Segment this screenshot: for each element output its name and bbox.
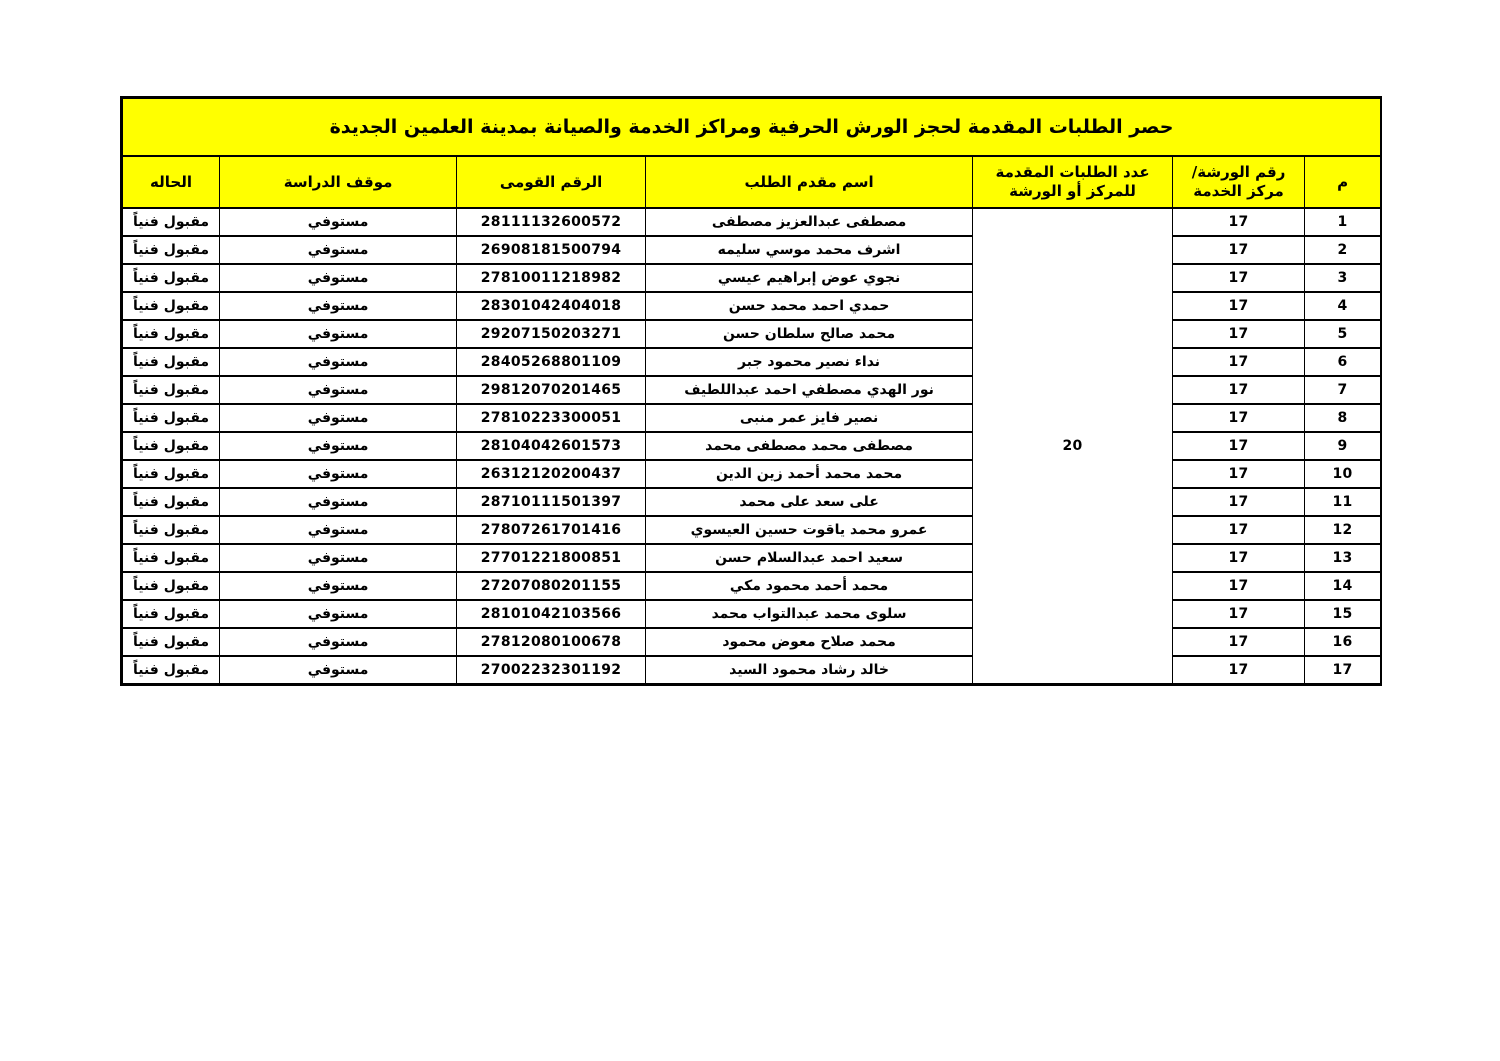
requests-sheet	[120, 96, 1382, 686]
cell-applicant-name: سعيد احمد عبدالسلام حسن	[646, 544, 973, 572]
header-study-status: موقف الدراسة	[220, 156, 457, 208]
cell-study-status: مستوفي	[220, 656, 457, 684]
cell-study-status: مستوفي	[220, 516, 457, 544]
cell-study-status: مستوفي	[220, 292, 457, 320]
cell-status: مقبول فنياً	[123, 544, 220, 572]
cell-national-id: 27207080201155	[457, 572, 646, 600]
cell-study-status: مستوفي	[220, 544, 457, 572]
cell-applicant-name: محمد صالح سلطان حسن	[646, 320, 973, 348]
cell-national-id: 27810223300051	[457, 404, 646, 432]
cell-status: مقبول فنياً	[123, 432, 220, 460]
cell-index: 9	[1305, 432, 1381, 460]
cell-status: مقبول فنياً	[123, 348, 220, 376]
cell-status: مقبول فنياً	[123, 600, 220, 628]
cell-index: 10	[1305, 460, 1381, 488]
cell-workshop-number: 17	[1173, 572, 1305, 600]
cell-status: مقبول فنياً	[123, 292, 220, 320]
table-row	[123, 208, 1381, 236]
cell-applicant-name: محمد محمد أحمد زين الدين	[646, 460, 973, 488]
cell-national-id: 26908181500794	[457, 236, 646, 264]
cell-applicant-name: نصير فايز عمر منبى	[646, 404, 973, 432]
cell-status: مقبول فنياً	[123, 656, 220, 684]
cell-status: مقبول فنياً	[123, 488, 220, 516]
table-row	[123, 544, 1381, 572]
cell-study-status: مستوفي	[220, 488, 457, 516]
cell-status: مقبول فنياً	[123, 320, 220, 348]
cell-workshop-number: 17	[1173, 348, 1305, 376]
cell-index: 12	[1305, 516, 1381, 544]
cell-national-id: 28301042404018	[457, 292, 646, 320]
cell-national-id: 28710111501397	[457, 488, 646, 516]
cell-national-id: 27701221800851	[457, 544, 646, 572]
table-row	[123, 460, 1381, 488]
cell-status: مقبول فنياً	[123, 236, 220, 264]
table-row	[123, 572, 1381, 600]
cell-study-status: مستوفي	[220, 460, 457, 488]
cell-study-status: مستوفي	[220, 628, 457, 656]
cell-study-status: مستوفي	[220, 600, 457, 628]
cell-national-id: 29812070201465	[457, 376, 646, 404]
cell-index: 17	[1305, 656, 1381, 684]
table-row	[123, 516, 1381, 544]
cell-workshop-number: 17	[1173, 236, 1305, 264]
header-status: الحاله	[123, 156, 220, 208]
cell-study-status: مستوفي	[220, 432, 457, 460]
cell-index: 6	[1305, 348, 1381, 376]
cell-applicant-name: محمد صلاح معوض محمود	[646, 628, 973, 656]
requests-table	[122, 98, 1381, 684]
cell-index: 5	[1305, 320, 1381, 348]
cell-applicant-name: نور الهدي مصطفي احمد عبداللطيف	[646, 376, 973, 404]
table-row	[123, 432, 1381, 460]
cell-national-id: 27810011218982	[457, 264, 646, 292]
cell-national-id: 27812080100678	[457, 628, 646, 656]
table-row	[123, 628, 1381, 656]
cell-national-id: 28405268801109	[457, 348, 646, 376]
cell-status: مقبول فنياً	[123, 208, 220, 236]
cell-index: 2	[1305, 236, 1381, 264]
cell-national-id: 26312120200437	[457, 460, 646, 488]
cell-applicant-name: على سعد على محمد	[646, 488, 973, 516]
cell-applicant-name: نداء نصير محمود جبر	[646, 348, 973, 376]
table-row	[123, 320, 1381, 348]
cell-index: 14	[1305, 572, 1381, 600]
cell-study-status: مستوفي	[220, 572, 457, 600]
table-row	[123, 656, 1381, 684]
header-request-count: عدد الطلبات المقدمة للمركز أو الورشة	[973, 156, 1173, 208]
cell-workshop-number: 17	[1173, 264, 1305, 292]
header-applicant-name: اسم مقدم الطلب	[646, 156, 973, 208]
cell-index: 7	[1305, 376, 1381, 404]
cell-workshop-number: 17	[1173, 460, 1305, 488]
cell-workshop-number: 17	[1173, 208, 1305, 236]
cell-status: مقبول فنياً	[123, 376, 220, 404]
table-row	[123, 292, 1381, 320]
cell-applicant-name: مصطفى عبدالعزيز مصطفى	[646, 208, 973, 236]
cell-status: مقبول فنياً	[123, 460, 220, 488]
cell-applicant-name: خالد رشاد محمود السيد	[646, 656, 973, 684]
cell-index: 13	[1305, 544, 1381, 572]
cell-workshop-number: 17	[1173, 404, 1305, 432]
cell-workshop-number: 17	[1173, 376, 1305, 404]
cell-workshop-number: 17	[1173, 516, 1305, 544]
cell-index: 8	[1305, 404, 1381, 432]
cell-applicant-name: عمرو محمد ياقوت حسين العيسوي	[646, 516, 973, 544]
table-row	[123, 348, 1381, 376]
cell-workshop-number: 17	[1173, 628, 1305, 656]
page-title: حصر الطلبات المقدمة لحجز الورش الحرفية ومراكز الخدمة والصيانة بمدينة العلمين الجديدة	[123, 99, 1381, 157]
cell-workshop-number: 17	[1173, 488, 1305, 516]
cell-index: 4	[1305, 292, 1381, 320]
header-workshop-number: رقم الورشة/ مركز الخدمة	[1173, 156, 1305, 208]
cell-applicant-name: سلوى محمد عبدالتواب محمد	[646, 600, 973, 628]
table-row	[123, 488, 1381, 516]
cell-applicant-name: محمد أحمد محمود مكي	[646, 572, 973, 600]
cell-request-count: 20	[973, 208, 1173, 684]
cell-national-id: 27002232301192	[457, 656, 646, 684]
cell-study-status: مستوفي	[220, 348, 457, 376]
table-row	[123, 264, 1381, 292]
cell-applicant-name: حمدي احمد محمد حسن	[646, 292, 973, 320]
cell-national-id: 29207150203271	[457, 320, 646, 348]
cell-study-status: مستوفي	[220, 236, 457, 264]
cell-index: 1	[1305, 208, 1381, 236]
cell-workshop-number: 17	[1173, 320, 1305, 348]
cell-study-status: مستوفي	[220, 404, 457, 432]
cell-status: مقبول فنياً	[123, 264, 220, 292]
cell-workshop-number: 17	[1173, 656, 1305, 684]
table-body	[123, 208, 1381, 684]
cell-national-id: 27807261701416	[457, 516, 646, 544]
cell-study-status: مستوفي	[220, 320, 457, 348]
table-row	[123, 376, 1381, 404]
cell-index: 16	[1305, 628, 1381, 656]
cell-workshop-number: 17	[1173, 432, 1305, 460]
cell-status: مقبول فنياً	[123, 628, 220, 656]
cell-study-status: مستوفي	[220, 208, 457, 236]
cell-status: مقبول فنياً	[123, 404, 220, 432]
cell-status: مقبول فنياً	[123, 572, 220, 600]
cell-applicant-name: نجوي عوض إبراهيم عيسي	[646, 264, 973, 292]
cell-index: 15	[1305, 600, 1381, 628]
cell-study-status: مستوفي	[220, 376, 457, 404]
cell-study-status: مستوفي	[220, 264, 457, 292]
cell-workshop-number: 17	[1173, 544, 1305, 572]
table-row	[123, 236, 1381, 264]
cell-workshop-number: 17	[1173, 292, 1305, 320]
table-row	[123, 404, 1381, 432]
cell-national-id: 28111132600572	[457, 208, 646, 236]
cell-national-id: 28104042601573	[457, 432, 646, 460]
cell-status: مقبول فنياً	[123, 516, 220, 544]
header-index: م	[1305, 156, 1381, 208]
cell-applicant-name: اشرف محمد موسي سليمه	[646, 236, 973, 264]
cell-index: 11	[1305, 488, 1381, 516]
header-national-id: الرقم القومى	[457, 156, 646, 208]
cell-index: 3	[1305, 264, 1381, 292]
cell-applicant-name: مصطفى محمد مصطفى محمد	[646, 432, 973, 460]
table-row	[123, 600, 1381, 628]
cell-national-id: 28101042103566	[457, 600, 646, 628]
cell-workshop-number: 17	[1173, 600, 1305, 628]
